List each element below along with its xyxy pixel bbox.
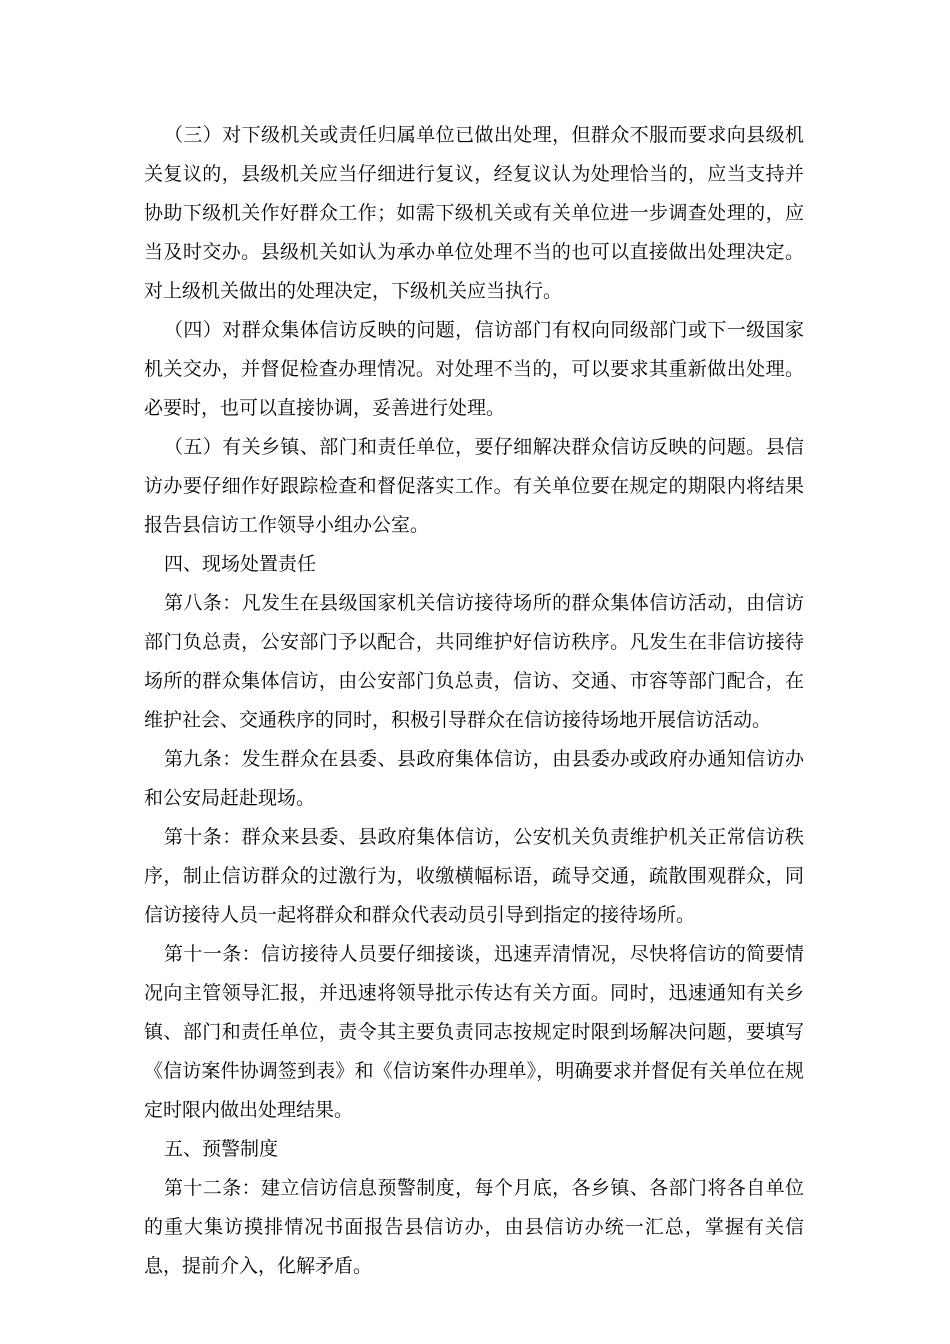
article-9: 第九条：发生群众在县委、县政府集体信访，由县委办或政府办通知信访办和公安局赶赴现场。 (144, 748, 804, 809)
section-heading-5: 五、预警制度 (164, 1138, 279, 1160)
document-body (144, 116, 804, 1286)
article-12: 第十二条：建立信访信息预警制度，每个月底，各乡镇、各部门将各自单位的重大集访摸排情况书面报告县信访办，由县信访办统一汇总，掌握有关信息，提前介入，化解矛盾。 (144, 1177, 804, 1277)
article-11: 第十一条：信访接待人员要仔细接谈，迅速弄清情况，尽快将信访的简要情况向主管领导汇报，并迅速将领导批示传达有关方面。同时，迅速通知有关乡镇、部门和责任单位，责令其主要负责同志按规定时限到场解决问题，要填写《信访案件协调签到表》和《信访案件办理单》，明确要求并督促有关单位在规定时限内做出处理结果。 (144, 943, 804, 1121)
paragraph-item-5: （五）有关乡镇、部门和责任单位，要仔细解决群众信访反映的问题。县信访办要仔细作好跟踪检查和督促落实工作。有关单位要在规定的期限内将结果报告县信访工作领导小组办公室。 (144, 436, 804, 536)
article-10: 第十条：群众来县委、县政府集体信访，公安机关负责维护机关正常信访秩序，制止信访群众的过激行为，收缴横幅标语，疏导交通，疏散围观群众，同信访接待人员一起将群众和群众代表动员引导到指定的接待场所。 (144, 826, 804, 926)
paragraph-item-4: （四）对群众集体信访反映的问题，信访部门有权向同级部门或下一级国家机关交办，并督促检查办理情况。对处理不当的，可以要求其重新做出处理。必要时，也可以直接协调，妥善进行处理。 (144, 319, 804, 419)
paragraph-item-3: （三）对下级机关或责任归属单位已做出处理，但群众不服而要求向县级机关复议的，县级机关应当仔细进行复议，经复议认为处理恰当的，应当支持并协助下级机关作好群众工作；如需下级机关或有关单位进一步调查处理的，应当及时交办。县级机关如认为承办单位处理不当的也可以直接做出处理决定。对上级机关做出的处理决定，下级机关应当执行。 (144, 124, 804, 302)
article-8: 第八条：凡发生在县级国家机关信访接待场所的群众集体信访活动，由信访部门负总责，公安部门予以配合，共同维护好信访秩序。凡发生在非信访接待场所的群众集体信访，由公安部门负总责，信访、交通、市容等部门配合，在维护社会、交通秩序的同时，积极引导群众在信访接待场地开展信访活动。 (144, 592, 804, 731)
section-heading-4: 四、现场处置责任 (164, 553, 317, 575)
